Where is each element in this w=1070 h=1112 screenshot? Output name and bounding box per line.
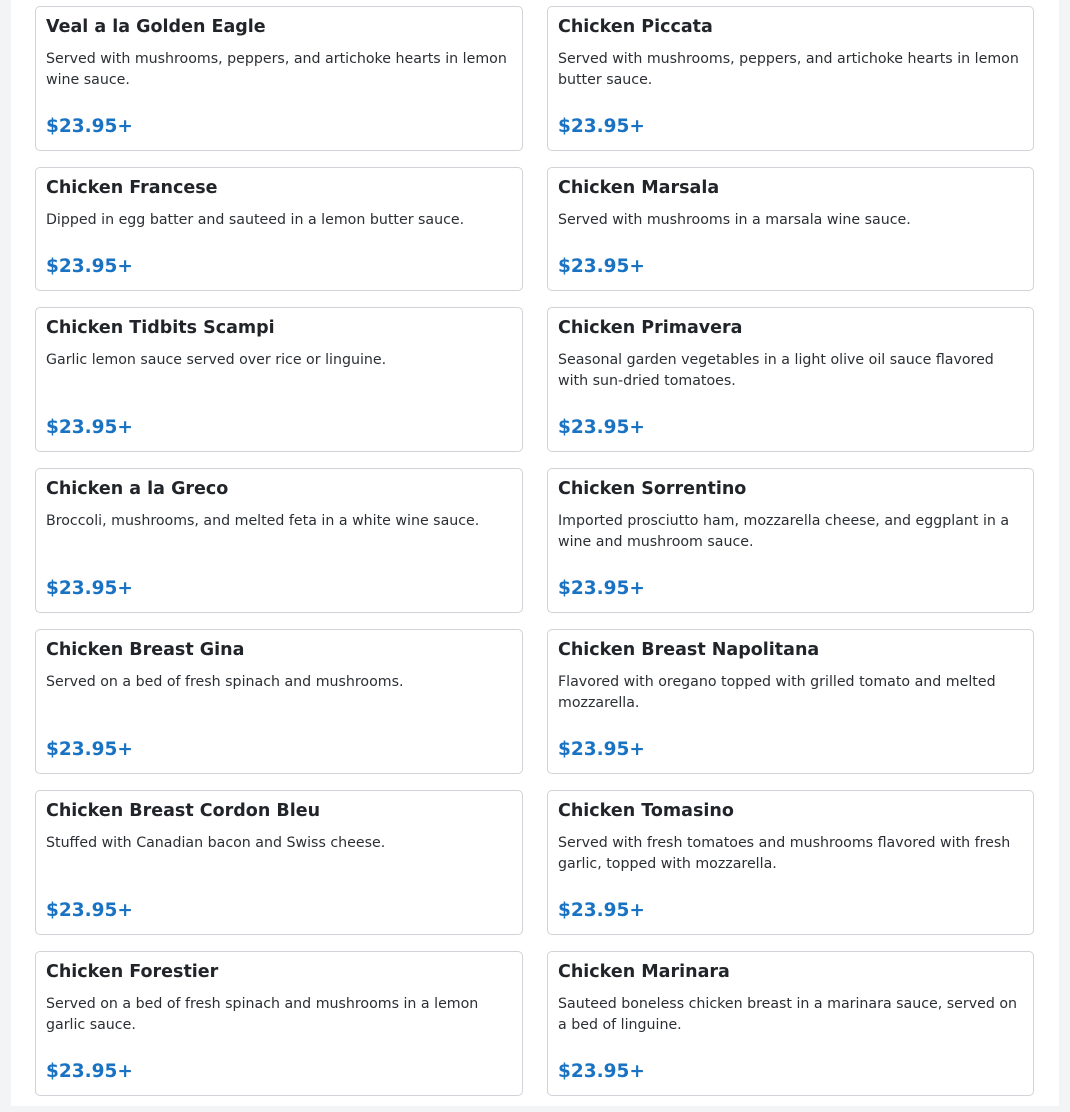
menu-grid (35, 6, 1034, 1112)
menu-item-name: Chicken Sorrentino (558, 479, 747, 499)
menu-item-price: $23.95+ (558, 578, 645, 599)
menu-item-card[interactable] (547, 629, 1034, 774)
menu-item-card[interactable] (35, 951, 523, 1096)
menu-item-price: $23.95+ (46, 578, 133, 599)
menu-item-name: Chicken Marsala (558, 178, 720, 198)
menu-item-price: $23.95+ (558, 116, 645, 137)
menu-item-description: Dipped in egg batter and sauteed in a lemon butter sauce. (46, 212, 465, 228)
menu-item-description: Sauteed boneless chicken breast in a marinara sauce, served on a bed of linguine. (558, 996, 1018, 1033)
menu-item-card[interactable] (547, 951, 1034, 1096)
menu-item-description: Served with mushrooms, peppers, and artichoke hearts in lemon wine sauce. (46, 51, 507, 88)
menu-item-card[interactable] (547, 468, 1034, 613)
menu-item-price: $23.95+ (558, 900, 645, 921)
menu-item-card[interactable] (547, 307, 1034, 452)
menu-item-price: $23.95+ (558, 417, 645, 438)
menu-item-name: Veal a la Golden Eagle (46, 17, 266, 37)
menu-item-description: Garlic lemon sauce served over rice or linguine. (46, 352, 387, 368)
menu-item-price: $23.95+ (46, 739, 133, 760)
menu-item-card[interactable] (547, 167, 1034, 291)
menu-item-price: $23.95+ (46, 417, 133, 438)
menu-item-card[interactable] (35, 790, 523, 935)
menu-item-description: Served with mushrooms in a marsala wine sauce. (558, 212, 911, 228)
menu-item-name: Chicken Primavera (558, 318, 743, 338)
menu-item-price: $23.95+ (558, 739, 645, 760)
menu-item-description: Broccoli, mushrooms, and melted feta in a white wine sauce. (46, 513, 480, 529)
menu-item-description: Flavored with oregano topped with grilled tomato and melted mozzarella. (558, 674, 996, 711)
menu-item-description: Served on a bed of fresh spinach and mushrooms in a lemon garlic sauce. (46, 996, 479, 1033)
menu-item-name: Chicken Breast Cordon Bleu (46, 801, 321, 821)
menu-item-name: Chicken Breast Gina (46, 640, 245, 660)
menu-item-description: Served with fresh tomatoes and mushrooms flavored with fresh garlic, topped with mozzarella. (558, 835, 1011, 872)
menu-item-description: Stuffed with Canadian bacon and Swiss cheese. (46, 835, 386, 851)
menu-item-price: $23.95+ (558, 256, 645, 277)
menu-item-price: $23.95+ (46, 1061, 133, 1082)
menu-item-card[interactable] (35, 468, 523, 613)
menu-item-price: $23.95+ (558, 1061, 645, 1082)
menu-item-description: Seasonal garden vegetables in a light olive oil sauce flavored with sun-dried tomatoes. (558, 352, 994, 389)
menu-page (11, 0, 1059, 1106)
menu-item-name: Chicken Tomasino (558, 801, 734, 821)
menu-item-card[interactable] (35, 307, 523, 452)
menu-item-name: Chicken Forestier (46, 962, 219, 982)
menu-item-price: $23.95+ (46, 116, 133, 137)
menu-item-card[interactable] (35, 167, 523, 291)
menu-item-name: Chicken a la Greco (46, 479, 229, 499)
menu-item-name: Chicken Marinara (558, 962, 730, 982)
menu-item-card[interactable] (547, 790, 1034, 935)
menu-item-description: Served with mushrooms, peppers, and artichoke hearts in lemon butter sauce. (558, 51, 1019, 88)
menu-item-card[interactable] (35, 629, 523, 774)
menu-item-price: $23.95+ (46, 900, 133, 921)
menu-item-description: Imported prosciutto ham, mozzarella cheese, and eggplant in a wine and mushroom sauce. (558, 513, 1010, 550)
menu-item-name: Chicken Piccata (558, 17, 713, 37)
menu-item-description: Served on a bed of fresh spinach and mushrooms. (46, 674, 404, 690)
menu-item-name: Chicken Francese (46, 178, 218, 198)
menu-item-card[interactable] (547, 6, 1034, 151)
menu-item-name: Chicken Breast Napolitana (558, 640, 820, 660)
menu-item-card[interactable] (35, 6, 523, 151)
menu-item-price: $23.95+ (46, 256, 133, 277)
menu-item-name: Chicken Tidbits Scampi (46, 318, 275, 338)
